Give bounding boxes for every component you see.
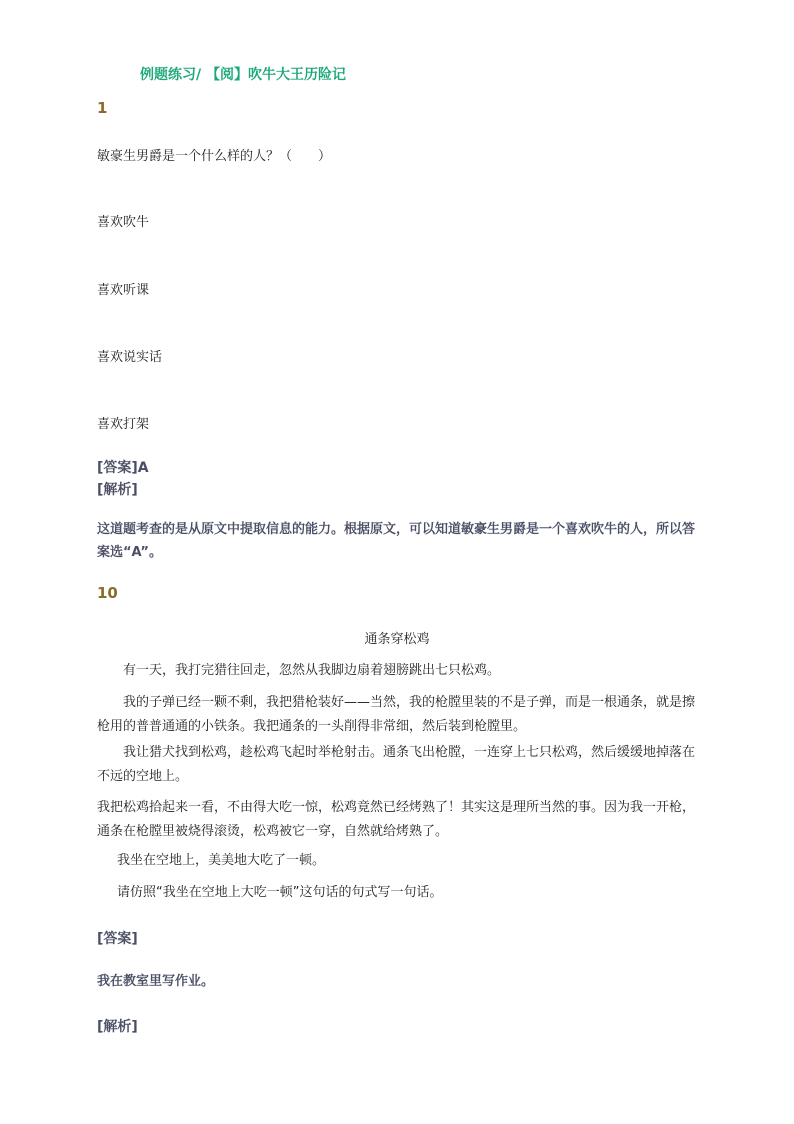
passage-paragraph-5: 我坐在空地上，美美地大吃了一顿。 (117, 853, 326, 868)
analysis-label-10: [解析] (97, 1019, 138, 1035)
answer-label-1: [答案]A (97, 460, 149, 476)
passage-paragraph-3: 我让猎犬找到松鸡，趁松鸡飞起时举枪射击。通条飞出枪膛，一连穿上七只松鸡，然后缓缓地掉落在不远的空地上。 (97, 745, 696, 784)
passage-paragraph-1: 有一天，我打完猎往回走，忽然从我脚边扇着翅膀跳出七只松鸡。 (123, 663, 501, 678)
passage-paragraph-2: 我的子弹已经一颗不剩，我把猎枪装好——当然，我的枪膛里装的不是子弹，而是一根通条，就是擦枪用的普普通通的小铁条。我把通条的一头削得非常细，然后装到枪膛里。 (97, 695, 696, 734)
passage-title: 通条穿松鸡 (364, 632, 430, 647)
analysis-label-1: [解析] (97, 482, 138, 498)
option-c[interactable]: 喜欢说实话 (97, 350, 163, 365)
answer-label-10: [答案] (97, 931, 138, 947)
passage-paragraph-4: 我把松鸡拾起来一看，不由得大吃一惊，松鸡竟然已经烤熟了！其实这是理所当然的事。因为我一开枪，通条在枪膛里被烧得滚烫，松鸡被它一穿，自然就给烤熟了。 (97, 800, 696, 839)
question-prompt-10: 请仿照“我坐在空地上大吃一顿”这句话的句式写一句话。 (117, 885, 443, 900)
question-number-10: 10 (97, 584, 118, 602)
question-text-1: 敏豪生男爵是一个什么样的人？（ ） (97, 149, 332, 164)
question-number-1: 1 (97, 99, 108, 117)
option-d[interactable]: 喜欢打架 (97, 417, 150, 432)
option-b[interactable]: 喜欢听课 (97, 283, 150, 298)
analysis-text-1: 这道题考查的是从原文中提取信息的能力。根据原文，可以知道敏豪生男爵是一个喜欢吹牛的人，所以答案选“A”。 (97, 522, 696, 560)
breadcrumb-title: 例题练习/ 【阅】吹牛大王历险记 (140, 67, 346, 83)
option-a[interactable]: 喜欢吹牛 (97, 215, 150, 230)
answer-text-10: 我在教室里写作业。 (97, 974, 215, 989)
